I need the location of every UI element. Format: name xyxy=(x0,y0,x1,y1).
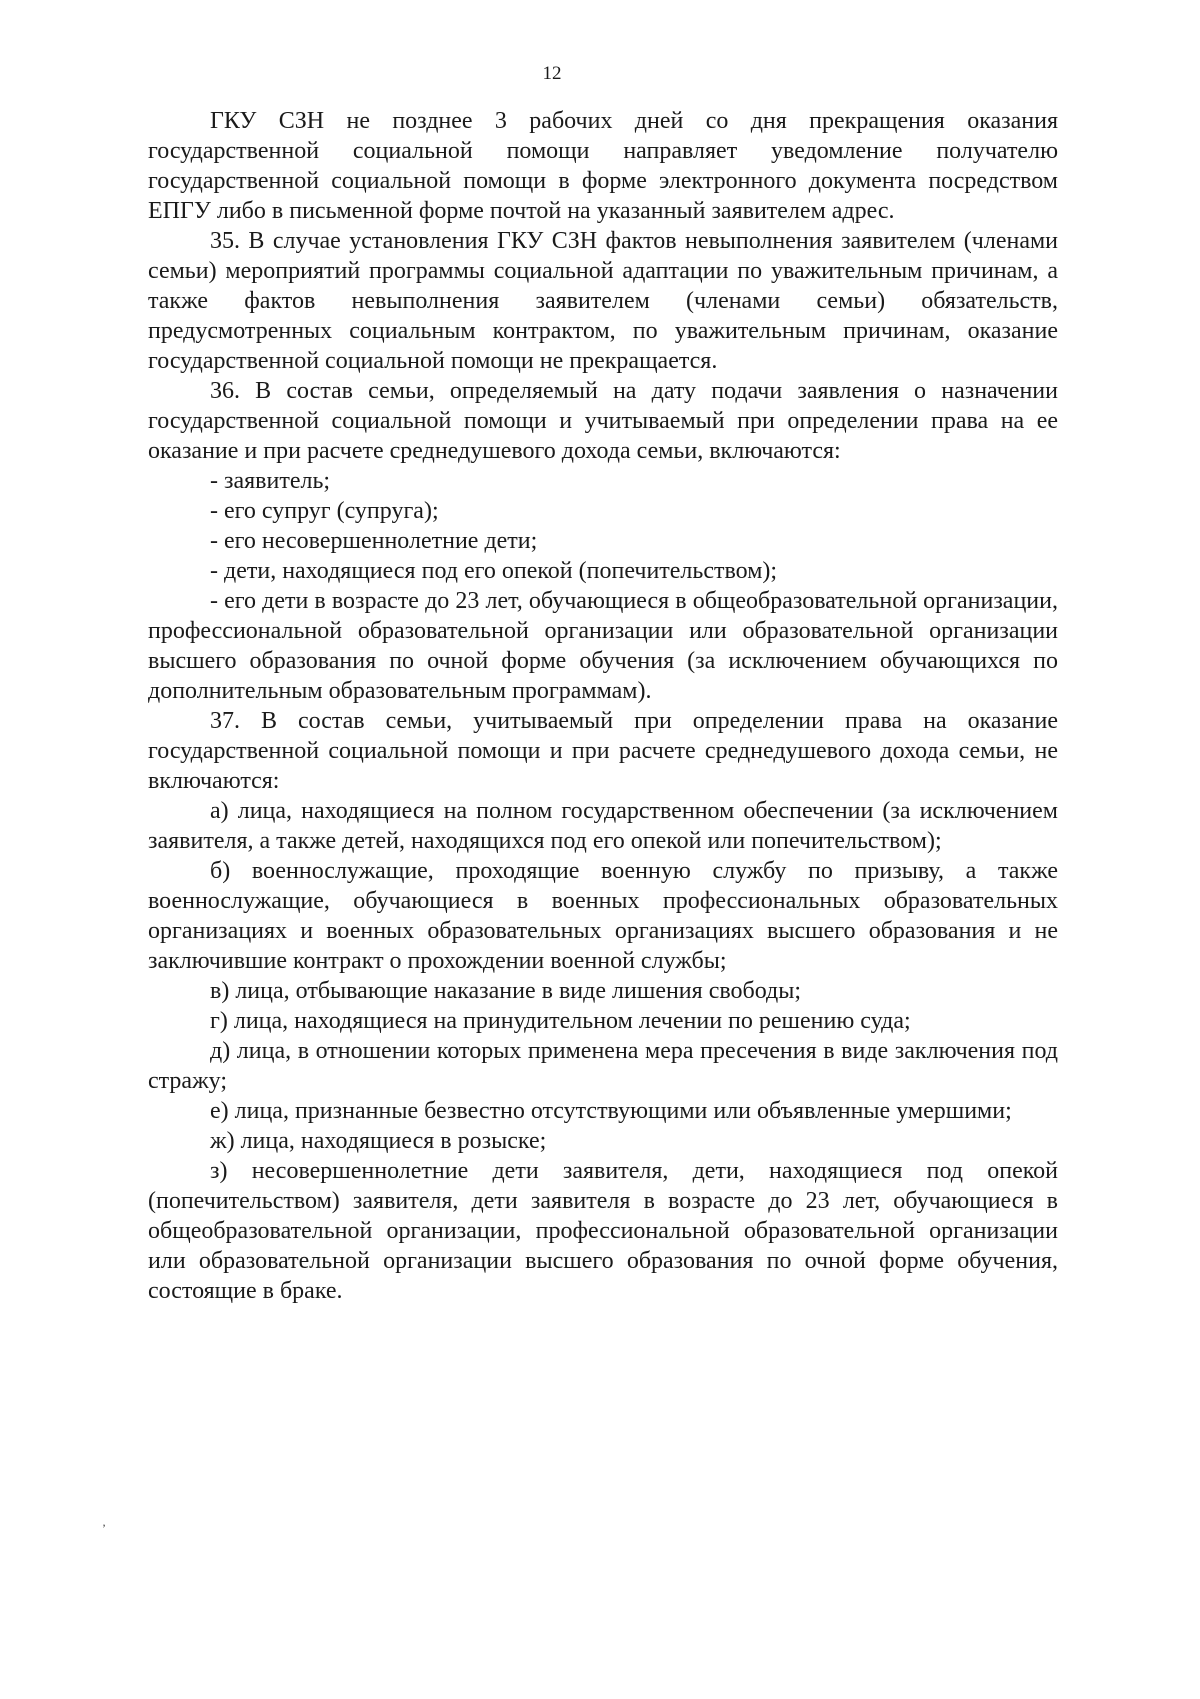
list-item-zh: ж) лица, находящиеся в розыске; xyxy=(210,1128,547,1154)
list-item-b: б) военнослужащие, проходящие военную службу по призыву, а также военнослужащие, обучающиеся в военных профессиональных образовательных организациях и военных образовательных организациях высшего образования и не заключившие контракт о прохождении военной службы; xyxy=(148,858,1058,974)
list-item-g: г) лица, находящиеся на принудительном лечении по решению суда; xyxy=(210,1008,911,1034)
scan-speck: ’ xyxy=(102,1521,106,1535)
paragraph-notification: ГКУ СЗН не позднее 3 рабочих дней со дня прекращения оказания государственной социальной помощи направляет уведомление получателю государственной социальной помощи в форме электронного документа посредством ЕПГУ либо в письменной форме почтой на указанный заявителем адрес. xyxy=(148,108,1058,224)
list-item-e: е) лица, признанные безвестно отсутствующими или объявленные умершими; xyxy=(210,1098,1012,1124)
paragraph-36: 36. В состав семьи, определяемый на дату подачи заявления о назначении государственной социальной помощи и учитываемый при определении права на ее оказание и при расчете среднедушевого дохода семьи, включаются: xyxy=(148,378,1058,464)
list-item-applicant: - заявитель; xyxy=(210,468,331,494)
list-item-a: а) лица, находящиеся на полном государственном обеспечении (за исключением заявителя, а также детей, находящихся под его опекой или попечительством); xyxy=(148,798,1058,854)
paragraph-35: 35. В случае установления ГКУ СЗН фактов невыполнения заявителем (членами семьи) мероприятий программы социальной адаптации по уважительным причинам, а также фактов невыполнения заявителем (членами семьи) обязательств, предусмотренных социальным контрактом, по уважительным причинам, оказание государственной социальной помощи не прекращается. xyxy=(148,228,1058,374)
list-item-v: в) лица, отбывающие наказание в виде лишения свободы; xyxy=(210,978,802,1004)
list-item-minor-children: - его несовершеннолетние дети; xyxy=(210,528,538,554)
list-item-students-under-23: - его дети в возрасте до 23 лет, обучающиеся в общеобразовательной организации, профессиональной образовательной организации или образовательной организации высшего образования по очной форме обучения (за исключением обучающихся по дополнительным образовательным программам). xyxy=(148,588,1058,704)
list-item-z: з) несовершеннолетние дети заявителя, дети, находящиеся под опекой (попечительством) заявителя, дети заявителя в возрасте до 23 лет, обучающиеся в общеобразовательной организации, профессиональной образовательной организации или образовательной организации высшего образования по очной форме обучения, состоящие в браке. xyxy=(148,1158,1058,1304)
list-item-d: д) лица, в отношении которых применена мера пресечения в виде заключения под стражу; xyxy=(148,1038,1058,1094)
paragraph-37: 37. В состав семьи, учитываемый при определении права на оказание государственной социальной помощи и при расчете среднедушевого дохода семьи, не включаются: xyxy=(148,708,1058,794)
list-item-guardianship-children: - дети, находящиеся под его опекой (попечительством); xyxy=(210,558,778,584)
list-item-spouse: - его супруг (супруга); xyxy=(210,498,439,524)
document-body xyxy=(148,106,1058,1306)
page-number: 12 xyxy=(542,63,562,84)
